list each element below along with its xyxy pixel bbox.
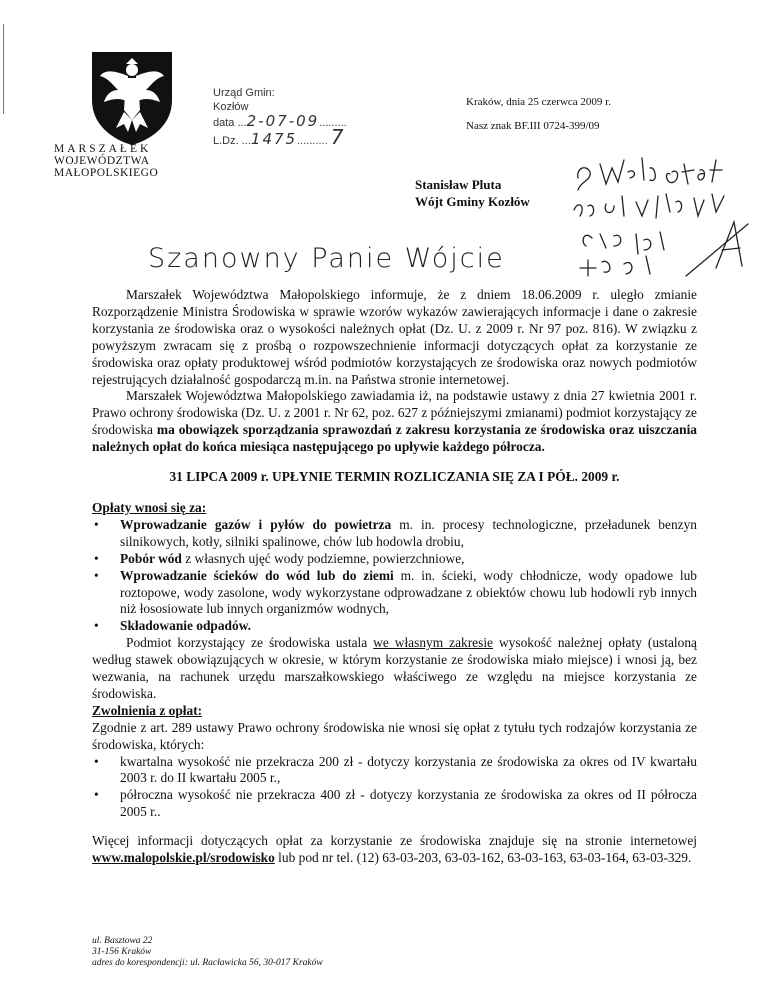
stamp-dz-row: L.Dz. ...1475.......... 7 [213,125,346,149]
handwritten-annotation [566,150,756,280]
stamp-dz-label: L.Dz. [213,135,239,147]
list-item-bold: Wprowadzanie gazów i pyłów do powietrza [120,516,392,532]
paragraph-text: Marszałek Województwa Małopolskiego zawiadamia iż, na podstawie ustawy z dnia 27 kwietnia 2001 r. Prawo ochrony środowiska (Dz. U. z 2001 r. Nr 62, poz. 627 z późniejszymi zmianami) podmiot korzystający ze środowiska [92,388,697,438]
footer-line: ul. Basztowa 22 [92,936,153,946]
stamp-dz-value: 1475 [250,130,298,148]
website-link[interactable]: www.malopolskie.pl/srodowisko [92,850,275,866]
list-item-text: m. in. procesy technologiczne, przeładunek benzyn silnikowych, kotły, silniki spalinowe, chów lub hodowla drobiu, [120,516,697,549]
list-item: • półroczna wysokość nie przekracza 400 zł - dotyczy korzystania ze środowiska za okres od II półrocza 2005 r.. [92,787,697,821]
institution-line: MARSZAŁEK [54,143,152,155]
exemptions-heading: Zwolnienia z opłat: [92,702,203,718]
stamp-date-value: 2-07-09 [246,112,320,130]
more-info [92,833,697,867]
addressee-title: Wójt Gminy Kozłów [415,194,530,209]
list-item-text: m. in. ścieki, wody chłodnicze, wody opadowe lub roztopowe, wody zasolone, wody wykorzystane odprowadzane z obiektów chowu lub hodowli ryb innych niż łososiowate lub innych organizmów wodnych, [120,567,697,617]
paragraph-text: wysokość należnej opłaty (ustaloną według stawek obowiązujących w okresie, w którym korzystanie ze środowiska miało miejsce) i wnosi ją, bez wezwania, na rachunek urzędu marszałkowskiego właściwego ze względu na miejsce korzystania ze środowiska. [92,635,697,701]
institution-line: WOJEWÓDZTWA [54,155,150,167]
exemptions-list [92,754,697,822]
list-item [92,517,697,551]
paragraph [92,388,697,456]
paragraph-text: lub pod nr tel. (12) 63-03-203, 63-03-162, 63-03-163, 63-03-164, 63-03-329. [274,850,692,866]
stamp-mark: 7 [330,125,346,149]
addressee [415,176,530,210]
footer-line: 31-156 Kraków [92,947,152,957]
list-item-bold: Wprowadzanie ścieków do wód lub do ziemi [120,567,394,583]
list-item [92,618,697,635]
deadline-headline: 31 LIPCA 2009 r. UPŁYNIE TERMIN ROZLICZANIA SIĘ ZA I PÓŁ. 2009 r. [169,469,620,485]
footer-address [92,936,323,969]
place-date: Kraków, dnia 25 czerwca 2009 r. [466,96,611,108]
list-item [92,551,697,568]
footer-line: adres do korespondencji: ul. Racławicka 56, 30-017 Kraków [92,958,323,968]
fees-list [92,517,697,635]
reference-number: Nasz znak BF.III 0724-399/09 [466,120,600,132]
list-item-bold: Składowanie odpadów. [120,618,251,634]
institution-line: MAŁOPOLSKIEGO [54,167,159,179]
list-item: • kwartalna wysokość nie przekracza 200 zł - dotyczy korzystania ze środowiska za okres od IV kwartału 2003 r. do II kwartału 2005 r., [92,754,697,788]
handwritten-salutation: Szanowny Panie Wójcie [148,243,505,274]
list-item-text: z własnych ujęć wody podziemne, powierzchniowe, [181,550,465,566]
paragraph-underlined: we własnym zakresie [373,635,493,651]
stamp-date-label: data [213,117,235,129]
paragraph: Marszałek Województwa Małopolskiego informuje, że z dniem 18.06.2009 r. uległo zmianie Rozporządzenie Ministra Środowiska w sprawie wzorów wykazów zawierających informacje i dane o zakresie korzystania ze środowiska oraz o wysokości należnych opłat (Dz. U. z 2009 r. Nr 97 poz. 816). W związku z powyższym zwracam się z prośbą o rozpowszechnienie informacji dotyczących opłat za korzystanie ze środowiska oraz opłaty produktowej wśród podmiotów korzystających ze środowiska oraz nowych podmiotów rejestrujących działalność gospodarczą m.in. na Państwa stronie internetowej. [92,287,697,387]
paragraph-text: Więcej informacji dotyczących opłat za korzystanie ze środowiska znajduje się na stronie internetowej [92,833,697,849]
registry-stamp [213,86,347,148]
stamp-date-row: data ...2-07-09......... [213,112,347,130]
letter-body [92,287,697,867]
list-item-bold: Pobór wód [120,550,182,566]
stamp-office: Urząd Gmin: [213,87,275,99]
paragraph-bold: ma obowiązek sporządzania sprawozdań z zakresu korzystania ze środowiska oraz uiszczania należnych opłat do końca miesiąca następującego po upływie każdego półrocza. [92,422,697,455]
list-item [92,568,697,619]
paragraph [92,635,697,703]
stamp-town: Kozłów [213,101,249,113]
paragraph-text: Podmiot korzystający ze środowiska ustala [126,635,374,651]
fees-heading: Opłaty wnosi się za: [92,499,207,515]
exemptions-intro: Zgodnie z art. 289 ustawy Prawo ochrony środowiska nie wnosi się opłat z tytułu tych rodzajów korzystania ze środowiska, których: [92,719,697,752]
scan-edge-line [3,24,4,114]
addressee-name: Stanisław Pluta [415,177,502,192]
institution-name [54,143,158,179]
eagle-crest-icon [88,50,176,146]
